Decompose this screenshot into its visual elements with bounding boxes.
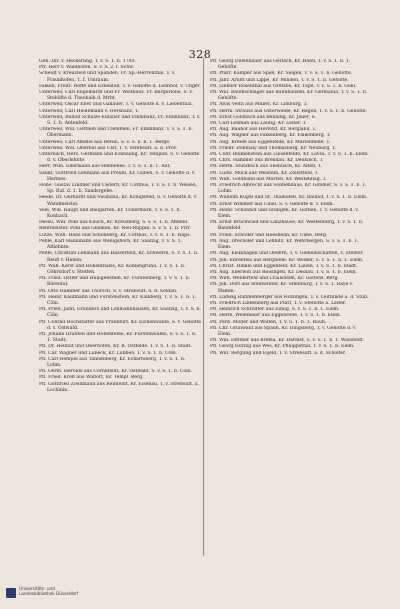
register-entry: Pfl. Carl Lehman aus Lautig, Kr. Leiter, T.	[210, 121, 307, 127]
right-column	[210, 59, 370, 357]
left-column	[39, 59, 201, 394]
register-entry: Pfl. Aug. Kleinhagen und Oedern, T. v. Gemeinschaften, v. Stehfer.	[210, 251, 364, 257]
register-entry: Pfl. Ferd. Möller und Wolfen, T. v. S. 1. b. 1. Raub.	[210, 319, 327, 325]
register-entry: Pfl. Georg Höring aus Wes, Kr. Philippsthal, T. v. S. 1. b. Elem.	[210, 344, 355, 350]
register-entry: Pfl. Chrs. Hammer aus Brendau, Kr. Delitzsch, T.	[210, 158, 324, 164]
register-entry: Pfl. Heinr. Schönhof und Gräbgen, Kr. Gothen, T. v. Gehöfte d. v. Elem.	[210, 207, 359, 220]
register-entry: Pfl. Joh. Ehrenfels aus Bergfelde, Kr. Weißer, S. v. S. 1. b. 1. Elem.	[210, 257, 364, 263]
register-entry: Pfl. Heinr. Kaufmann und Fürstenstein, Kr. Kalkberg, T. v. S. 1. b. 1. Cöln.	[39, 294, 197, 306]
register-entry: Pfl. Friedrich Liebenberg aus Pfarl, T. v. Stehöfte a. Leiter.	[210, 300, 347, 306]
register-entry: Pfl. Fried. Jähn, Gründers und Lohmannhausen, Kr. Saatzig, T. v. S. b. Cöln.	[39, 307, 201, 319]
register-entry: Unterweil, Carl Ammel aus Berlin. S. v. S. b. b. 1. Berge.	[39, 139, 171, 145]
register-entry: Unterweil, Carl Heidemann v. Hersbanc, T.	[39, 108, 140, 114]
register-entry: Pfl. Fried. Kreß aus Walfort, Kr. Templ. Berg.	[39, 375, 144, 381]
register-entry: Sankt, Gottfried Lehmann aus Preußl, Kr. Guben, S. v. Gehöfte d. v. Hermes.	[39, 170, 196, 182]
register-entry: Pfl. Conrad Hochstätter aus Frankfurt, Kr. Eichenwalde, S. v. Gehöfte d. v. Ostwald.	[39, 319, 201, 331]
register-entry: Scheidt v. Kreuzfeld und Spanden, Fr. Sp.-Herrenthal, T. v. Fraunhofen, 1. f. Umraum.	[39, 71, 176, 83]
register-entry: Pfl. Herm. Strauss aus Osterwalde, Kr. Regen, T. v. S. 1. b. Gehöfte.	[210, 108, 367, 114]
register-entry: Pehle, Karl Hannmann aus Wenigsborn, Kr. Saatzig, T. v. S. 1. Altlehnte.	[39, 238, 183, 251]
register-entry: Pfl. Conr. Blumenstein aus Luisenfelde, Kr. Lavsa, T. v. S. 1. b. Elem.	[210, 152, 369, 158]
register-entry: Pfl. Ernst Wimmer aus Cinel, S. v. Gehöfte d. v. Elem.	[210, 201, 334, 207]
register-entry: Pfl. Will. Bergung und Eijeld, T. v. Strebsuft. a. d. Scholter.	[210, 350, 347, 356]
register-entry: Pfl. Ludwig Rahmenberger aus Holzingen, T. v. Leitfunde a. d. Stub.	[210, 294, 369, 300]
register-entry: Unternach, Herz. Germann und Eckhaling, Kr. Templin, S. v. Gehöfte d. v. Oberlehnte.	[39, 152, 200, 164]
register-entry: Pfl. Aug. Kreide aus Eggenfelde, Kr. Marienfelde, T.	[210, 139, 331, 145]
register-entry: Pfl. Germ. Herolds aus Cornnfeldt, Kr. Ostwald, S. v. S. 1. b. Cöln.	[39, 369, 193, 375]
library-credit-line2: Landesbibliothek Düsseldorf	[19, 591, 79, 597]
register-entry: Pfl. Christ. Hinkle und Eggenfeld, Kr. Lauen, T. v. S. 1. b. Stadt.	[210, 263, 358, 269]
library-credit	[19, 586, 78, 596]
register-entry: Unterweil, Oscar Eber und Gallauer, T. v. Gehöfte d. v. Liebenthal.	[39, 102, 193, 108]
register-entry: Pfl. Ludw. Muck aus Weistein, Kr. Zellerfeld, T.	[210, 170, 319, 176]
register-entry: Pfl. Wilhelm Kugel und Sr. Thalhofen, Kr. Bauhof, T. v. S. 1. b. Elem.	[210, 195, 368, 201]
register-entry: Pfl. Aug. Eberlein aus Reisingen, Kr. Dessau, T. v. S. 1. b. Elem.	[210, 269, 358, 275]
register-entry: Pfl. Wilh. Welderfeld und Crailsheim, Kr. Golfens, Berg.	[210, 276, 339, 282]
register-entry: Pfl. Otto Hammer aus Thorsch, S. v. Strebsuft. a. d. Soldan.	[39, 288, 178, 294]
register-entry: Pfl. Fried. Schöder und Hoesheim, Kr. Usbe, Berg.	[210, 232, 328, 238]
register-entry: Pfl. Friedrich Albrecht aus Sonnenhaus, Kr. Gimmer, S. v. S. 1. b. 1. Lohm.	[210, 183, 367, 195]
register-entry: Pfl. Heinrich Schrödter aus Eimig, S. v. S. 1. b. 1. Elem.	[210, 307, 340, 313]
register-entry: Unterweil, Will. Oberhal aus Ulst. T. v. Strebsuft. a. d. Prov.	[39, 145, 178, 151]
register-entry: Hohe, Gustav Lindner und Cedern, Kr. Cottbus, T. v. S. 1. b. Weisen, Sp. Ruf. d. 1. b. Sandsrgebe.	[39, 183, 198, 195]
register-entry: Pfl. Ernst Goldbach aus Benning, Kr. Jauer, S.	[210, 114, 316, 120]
register-entry: Heide, Dr. Gerhardt und Swandau, Kr. Königsfeld, S. v. Gehöfte d. v. Wandmeistel.	[39, 195, 198, 207]
register-entry: Pfl. Will. Dittmer aus Brema, Kr. Darmst, S. v. S. 1. b. 1. Wanstedt.	[210, 338, 365, 344]
register-entry: Pfl. Ernst Bruchwald und Lanzhäuse, Kr. Westenburg, T. v. S. 1. b. Baumfeld.	[210, 220, 364, 232]
register-entry: Pfl. Dr. Helmut und Oberhofen, Kr. R. Ostfelde. T. v. S. 1. b. Stadt.	[39, 344, 192, 350]
library-logo-icon	[6, 588, 16, 598]
register-entry: Pfl. Herm. Weißmeier aus Eggenrode, T. v. S. 1. b. Elem.	[210, 313, 342, 319]
register-entry: Pfl. Georg Dillenhauer aus Gerlach, Kr. Hann, T. v. S. 1. b. 1. Gehöfte.	[210, 59, 351, 71]
register-entry: Unterweil, Carl Engelhardt und Fr. Weltbaus, Fr. Burgerlohe, S. v. Stehöfte d. Theobalb d. Mrbt.	[39, 90, 193, 102]
register-entry: Pfl. Wilh. Goldhand aus Marten, Kr. Westenhag, T.	[210, 176, 327, 182]
register-entry: Pehle, Christian Lehmann aus Hasserfeld, Kr. Schwerin, S. v. S. 1. b. Reuß v. Hamm.	[39, 251, 199, 263]
register-entry: Pfl. Wilh. Kerst und Hohenthalss, Kr. Kohlengrund, T. v. S. 1. b. Göhrsdorf v. Stetten.	[39, 263, 186, 275]
register-entry: Pfr. Herr v. Waldhofen. S. v. S. 2. f. Schw.	[39, 65, 135, 71]
register-entry: Pfl. Johann Drahten und Hohenfelde, Kr. Fürstenwalde, S. v. S. 1. b. 1. Stadt.	[39, 331, 197, 344]
register-entry: Pfl. Herm. Stutzfisch aus Seebusch, Kr. Alten, T.	[210, 164, 322, 170]
register-entry: Pfl. Gottfried Zoellmann aus Reinfeldt, Kr. Eisenau, T. v. Strebsuft. a. Lochinin.	[39, 381, 200, 393]
register-entry: Pfl. Carl Hempel aus Tannenberg, Kr. Eckartsberg, T. v. S. 1. b. Lohm.	[39, 356, 186, 368]
register-entry: Dessu, Will. Pohl aus Kauch, Kr. Kreuzberg, S. v. S. 1. b. Amfeld.	[39, 220, 189, 226]
register-entry: Unterweil, Rudolf Schulze Edlauer und Emmbanz, Fr. Emmbanz, T. v. S. 1. b. Antenfeld.	[39, 114, 201, 127]
register-entry: Pfl. Will. Baumschläger aus Bahnhausen, Kr. Germania, T. v. S. 1. b. Gehöfte.	[210, 90, 368, 102]
register-entry: Pfl. Pfarr. Kamper aus Spiel, Kr. Siegen, T. v. S. 1. b. Gehöfte.	[210, 71, 353, 77]
register-entry: Pfl. Aug. Wagner aus Falkenberg, Kr. Falkenberg, T.	[210, 133, 331, 139]
register-entry: Lutze, Wilh. Hans und Schönberg, Kr. Cottbus, T. v. S. 1. b. Haps.	[39, 232, 191, 238]
register-entry: Gen.-Dir. v. Heckerling, T. v. S. 1. b. 1793.	[39, 59, 136, 64]
register-entry: Herr, Wilh. Ellermann aus Hennebes. T. v. S. 1. b. 1. Aut.	[39, 164, 171, 170]
column-divider	[203, 58, 204, 556]
register-entry: Pfl. Liebner Rosenthal aus Gretzbe, Kr. Tape, T. v. S. 1. b. Göhl.	[210, 83, 357, 89]
register-entry: Pfl. Alois Veith aus Müller, Kr. Limburg, T.	[210, 102, 308, 108]
register-entry: Pfl. Aug. Bauhof aus Herford, Kr. Bergland, T.	[210, 127, 317, 133]
register-entry: Pfl. Joh. Dorf aus Steinwinter, Kr. Steinburg, T. v. S. 1. Raye v. Hamm.	[210, 282, 354, 294]
register-entry: Pfl. Fried. Ostler und Heiligenstein, Kr. Fürstenberg, T. v. S. 1. b. Bärental.	[39, 276, 191, 288]
register-entry: Rentmeister, Pohl aus Glanken, Kr. Neu-Ruppin, S. v. S. 1. b. Pirr.	[39, 226, 191, 232]
register-entry: Pfl. Car. Wagner und Lübeck, Kr. Lübben, T. v. S. 1. b. Cöln.	[39, 350, 178, 356]
register-entry: Pfl. Jahr. Arndt und Lippe, Kr. Minden, T. v. S. 1. b. Gehöfte.	[210, 77, 349, 83]
register-entry: Unterweil, Will. Gottlieb und Clemmen, Fr. Emmbanz, T. v. S. 1. b. Obermann.	[39, 127, 193, 139]
register-entry: Vele, Will. Haupt und Bielgarten, Kr. Uckermark, T. v. S. 1. b. Konbach.	[39, 207, 181, 220]
register-entry: Pfl. Aug. Drechsler und Lehnitz, Kr. Wehrbergen, S. v. S. 1. b. 1. Elem.	[210, 238, 359, 251]
page-number: 328	[188, 48, 212, 61]
register-entry: Pfl. Friedr. Dohmaly und Thomasberg, Kr. Neuburg, T.	[210, 145, 337, 151]
library-credit-line1: Universitäts- und	[19, 586, 55, 591]
register-entry: Pfl. Chr. Grünwald aus Spahn, Kr. Dingsberg, T. v. Gehöfte d. v. Elem.	[210, 325, 357, 337]
register-entry: Falken, Freifr. Hoffe und Erbenfall, T. v. Gehöfte d. Lehnhof, v. Unger.	[39, 83, 201, 89]
